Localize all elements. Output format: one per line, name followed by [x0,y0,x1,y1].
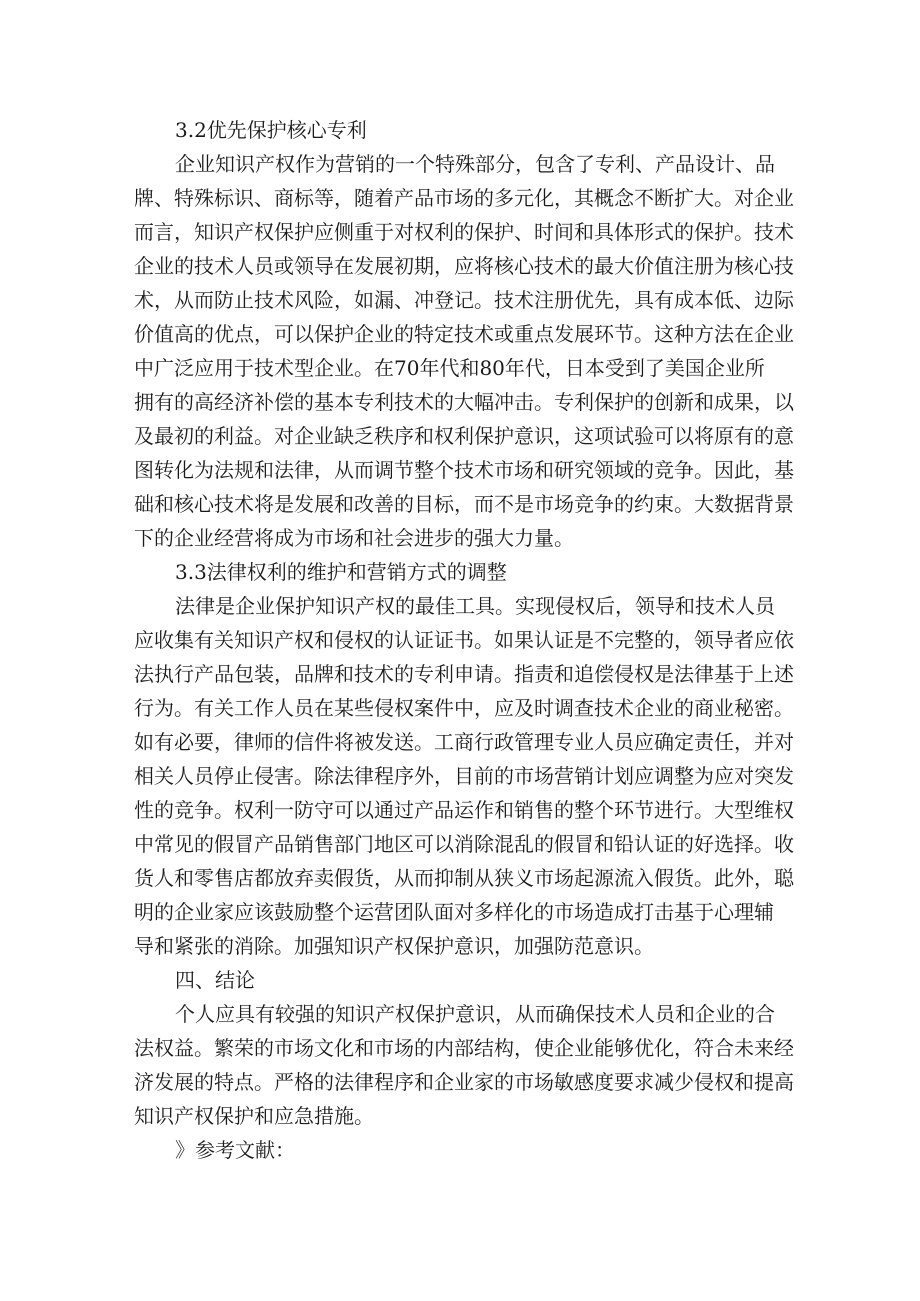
paragraph-line: 牌、特殊标识、商标等，随着产品市场的多元化，其概念不断扩大。对企业 [134,186,794,210]
paragraph-line: 明的企业家应该鼓励整个运营团队面对多样化的市场造成打击基于心理辅 [134,900,774,924]
paragraph-line: 货人和零售店都放弃卖假货，从而抑制从狭义市场起源流入假货。此外，聪 [134,866,794,890]
paragraph-line: 而言，知识产权保护应侧重于对权利的保护、时间和具体形式的保护。技术 [134,220,794,244]
paragraph-line: 拥有的高经济补偿的基本专利技术的大幅冲击。专利保护的创新和成果，以 [134,390,794,414]
paragraph-line: 图转化为法规和法律，从而调节整个技术市场和研究领域的竞争。因此，基 [134,458,794,482]
section-heading: 3.2优先保护核心专利 [175,118,367,142]
section-heading: 3.3法律权利的维护和营销方式的调整 [175,560,507,584]
paragraph-line: 应收集有关知识产权和侵权的认证证书。如果认证是不完整的，领导者应依 [134,628,794,652]
paragraph-line: 中广泛应用于技术型企业。在70年代和80年代，日本受到了美国企业所 [134,356,765,380]
paragraph-line: 如有必要，律师的信件将被发送。工商行政管理专业人员应确定责任，并对 [134,730,794,754]
paragraph-line: 相关人员停止侵害。除法律程序外，目前的市场营销计划应调整为应对突发 [134,764,794,788]
section-heading: 四、结论 [175,968,255,992]
paragraph-line: 导和紧张的消除。加强知识产权保护意识，加强防范意识。 [134,934,654,958]
paragraph-line: 础和核心技术将是发展和改善的目标，而不是市场竞争的约束。大数据背景 [134,492,794,516]
paragraph-line: 济发展的特点。严格的法律程序和企业家的市场敏感度要求减少侵权和提高 [134,1070,794,1094]
paragraph-line: 企业知识产权作为营销的一个特殊部分，包含了专利、产品设计、品 [175,152,775,176]
paragraph-line: 术，从而防止技术风险，如漏、冲登记。技术注册优先，具有成本低、边际 [134,288,794,312]
references-heading: 》参考文献： [175,1138,295,1162]
paragraph-line: 法律是企业保护知识产权的最佳工具。实现侵权后，领导和技术人员 [175,594,775,618]
paragraph-line: 企业的技术人员或领导在发展初期，应将核心技术的最大价值注册为核心技 [134,254,794,278]
paragraph-line: 中常见的假冒产品销售部门地区可以消除混乱的假冒和铅认证的好选择。收 [134,832,794,856]
paragraph-line: 个人应具有较强的知识产权保护意识，从而确保技术人员和企业的合 [175,1002,775,1026]
paragraph-line: 法执行产品包装，品牌和技术的专利申请。指责和追偿侵权是法律基于上述 [134,662,794,686]
paragraph-line: 及最初的利益。对企业缺乏秩序和权利保护意识，这项试验可以将原有的意 [134,424,794,448]
paragraph-line: 行为。有关工作人员在某些侵权案件中，应及时调查技术企业的商业秘密。 [134,696,794,720]
paragraph-line: 性的竞争。权利一防守可以通过产品运作和销售的整个环节进行。大型维权 [134,798,794,822]
paragraph-line: 法权益。繁荣的市场文化和市场的内部结构，使企业能够优化，符合未来经 [134,1036,794,1060]
paragraph-line: 价值高的优点，可以保护企业的特定技术或重点发展环节。这种方法在企业 [134,322,794,346]
paragraph-line: 下的企业经营将成为市场和社会进步的强大力量。 [134,526,574,550]
paragraph-line: 知识产权保护和应急措施。 [134,1104,374,1128]
